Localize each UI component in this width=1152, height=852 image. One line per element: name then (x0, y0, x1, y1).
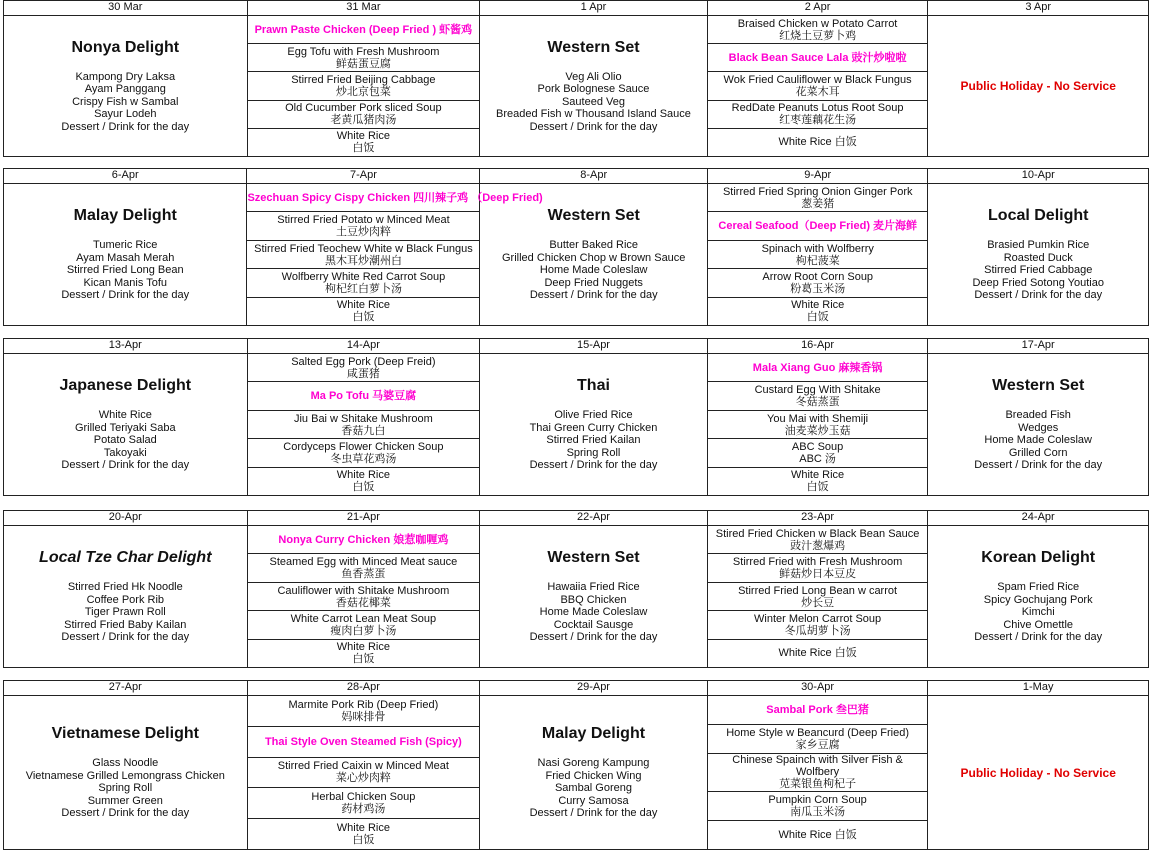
date-header: 6-Apr (4, 169, 246, 184)
dish-list (708, 526, 928, 667)
holiday-label: Public Holiday - No Service (960, 765, 1116, 780)
set-menu (4, 16, 247, 156)
dish-name: Cordyceps Flower Chicken Soup (283, 440, 444, 453)
set-item: Crispy Fish w Sambal (72, 95, 179, 108)
dish-list (248, 526, 480, 667)
dish-cell (708, 72, 928, 100)
set-item: Dessert / Drink for the day (61, 459, 190, 472)
set-item: Dessert / Drink for the day (61, 631, 190, 644)
dish-name: Stired Fried Chicken w Black Bean Sauce (715, 527, 920, 540)
dish-name-chinese: 白饭 (806, 311, 829, 324)
set-menu (480, 526, 707, 667)
day-column (480, 511, 708, 667)
dish-name: Old Cucumber Pork sliced Soup (285, 102, 442, 115)
dish-name: Salted Egg Pork (Deep Freid) (291, 355, 436, 368)
dish-cell (248, 16, 480, 44)
set-item: Pork Bolognese Sauce (537, 83, 650, 96)
set-menu (928, 354, 1148, 495)
dish-name-chinese: 白饭 (352, 834, 375, 847)
dish-name-chinese: 白饭 (352, 311, 375, 324)
set-item: Potato Salad (93, 434, 157, 447)
dish-name-chinese: 香菇花椰菜 (335, 596, 391, 609)
dish-name-chinese: 冬虫草花鸡汤 (330, 452, 397, 465)
set-item: Stirred Fried Kailan (546, 434, 641, 447)
date-header: 7-Apr (247, 169, 479, 184)
set-title: Western Set (992, 377, 1085, 395)
dish-name: Sambal Pork 叁巴猪 (766, 704, 869, 717)
dish-name: Stirred Fried Caixin w Minced Meat (277, 760, 449, 773)
set-item: Brasied Pumkin Rice (987, 239, 1090, 252)
set-item: Veg Ali Olio (565, 70, 622, 83)
date-header: 31 Mar (248, 1, 480, 16)
dish-name-chinese: 葱姜猪 (801, 197, 835, 210)
dish-list (248, 354, 480, 495)
set-item: Grilled Chicken Chop w Brown Sauce (502, 251, 686, 264)
dish-name: Cauliflower with Shitake Mushroom (277, 584, 450, 597)
set-item: Sauteed Veg (561, 95, 625, 108)
set-item: Nasi Goreng Kampung (537, 757, 650, 770)
dish-name: You Mai with Shemiji (767, 412, 869, 425)
dish-cell (248, 129, 480, 156)
dish-name: Spinach with Wolfberry (761, 242, 874, 255)
day-column (708, 681, 929, 849)
dish-cell (248, 788, 480, 819)
dish-name-chinese: 老黄瓜猪肉汤 (330, 114, 397, 127)
dish-name: Stirred Fried with Fresh Mushroom (732, 556, 903, 569)
dish-cell (248, 382, 480, 410)
dish-cell (248, 696, 480, 727)
date-header: 22-Apr (480, 511, 707, 526)
dish-name-chinese: 南瓜玉米汤 (790, 805, 846, 818)
dish-name-chinese: 鱼香蒸蛋 (341, 568, 386, 581)
date-header: 28-Apr (248, 681, 480, 696)
dish-name: RedDate Peanuts Lotus Root Soup (731, 102, 904, 115)
set-menu (4, 354, 247, 495)
dish-name: White Rice (790, 469, 845, 482)
dish-cell (708, 269, 928, 297)
set-title: Japanese Delight (59, 377, 192, 395)
set-title: Vietnamese Delight (51, 725, 199, 743)
day-column (4, 681, 248, 849)
dish-name-chinese: 炒长豆 (801, 596, 835, 609)
dish-name: Braised Chicken w Potato Carrot (737, 17, 898, 30)
set-menu (480, 696, 707, 849)
dish-cell (708, 468, 928, 495)
date-header: 2 Apr (708, 1, 928, 16)
set-menu (928, 526, 1148, 667)
set-item: Butter Baked Rice (549, 239, 639, 252)
set-title: Western Set (547, 549, 640, 567)
dish-name: Cereal Seafood（Deep Fried) 麦片海鲜 (718, 220, 918, 233)
set-item: Sayur Lodeh (94, 108, 157, 121)
holiday-notice (928, 696, 1148, 849)
dish-name: Custard Egg With Shitake (754, 384, 881, 397)
set-item: Grilled Corn (1008, 446, 1068, 459)
dish-cell (708, 554, 928, 582)
dish-cell (708, 411, 928, 439)
dish-name: Jiu Bai w Shitake Mushroom (293, 412, 433, 425)
dish-cell (248, 72, 480, 100)
dish-name-chinese: 鲜菇炒日本豆皮 (779, 568, 857, 581)
dish-name: Prawn Paste Chicken (Deep Fried ) 虾酱鸡 (254, 23, 473, 36)
set-item: Fried Chicken Wing (545, 769, 642, 782)
set-item: Deep Fried Sotong Youtiao (972, 276, 1104, 289)
day-column (4, 511, 248, 667)
set-menu (480, 184, 707, 325)
set-item: Cocktail Sausge (553, 618, 634, 631)
set-item: Spring Roll (98, 782, 153, 795)
date-header: 1 Apr (480, 1, 707, 16)
dish-name: Stirred Fried Potato w Minced Meat (277, 214, 450, 227)
day-column (248, 511, 481, 667)
date-header: 30-Apr (708, 681, 928, 696)
dish-name: Nonya Curry Chicken 娘惹咖喱鸡 (278, 533, 449, 546)
dish-name-chinese: 白饭 (352, 481, 375, 494)
dish-cell (248, 640, 480, 667)
dish-name: Pumpkin Corn Soup (768, 793, 867, 806)
date-header: 14-Apr (248, 339, 480, 354)
set-item: Olive Fried Rice (554, 409, 633, 422)
date-header: 29-Apr (480, 681, 707, 696)
dish-name: Stirred Fried Beijing Cabbage (291, 74, 436, 86)
week-row (3, 338, 1149, 496)
dish-name-chinese: 咸蛋猪 (346, 367, 380, 380)
set-item: Wedges (1018, 421, 1059, 434)
dish-name-chinese: 红烧土豆萝卜鸡 (779, 29, 857, 42)
dish-cell (708, 611, 928, 639)
set-title: Malay Delight (541, 725, 646, 743)
dish-name: White Rice (336, 641, 390, 654)
day-column (480, 169, 708, 325)
dish-name: White Rice (336, 469, 390, 482)
set-item: Dessert / Drink for the day (974, 459, 1103, 472)
dish-name-chinese: 红枣莲藕花生汤 (779, 114, 857, 127)
set-item: Takoyaki (103, 446, 147, 459)
dish-cell (247, 298, 479, 325)
dish-name: Stirred Fried Teochew White w Black Fungus (254, 242, 473, 255)
dish-cell (708, 184, 928, 212)
set-item: Spring Roll (566, 446, 621, 459)
set-title: Nonya Delight (71, 38, 180, 56)
dish-name: White Rice 白饭 (778, 647, 857, 660)
dish-name: Winter Melon Carrot Soup (754, 612, 882, 625)
set-item: Curry Samosa (558, 794, 629, 807)
set-item: Thai Green Curry Chicken (529, 421, 658, 434)
date-header: 13-Apr (4, 339, 247, 354)
dish-name: Marmite Pork Rib (Deep Fried) (288, 698, 439, 711)
set-menu (928, 184, 1148, 325)
dish-list (708, 696, 928, 849)
dish-cell (248, 439, 480, 467)
date-header: 21-Apr (248, 511, 480, 526)
set-item: Dessert / Drink for the day (529, 631, 658, 644)
set-item: Dessert / Drink for the day (529, 459, 658, 472)
set-item: Tumeric Rice (93, 239, 158, 252)
dish-name-chinese: 瘦肉白萝卜汤 (330, 624, 397, 637)
dish-name: Mala Xiang Guo 麻辣香锅 (752, 361, 883, 374)
dish-name: White Rice (791, 299, 845, 312)
dish-name-chinese: 香菇九白 (341, 424, 386, 437)
week-row (3, 680, 1149, 850)
set-item: Deep Fried Nuggets (544, 276, 643, 289)
set-item: BBQ Chicken (560, 593, 627, 606)
day-column (4, 169, 247, 325)
day-column (4, 339, 248, 495)
day-column (928, 1, 1148, 156)
set-item: Dessert / Drink for the day (529, 289, 658, 302)
dish-name-chinese: 冬瓜胡萝卜汤 (784, 624, 851, 637)
day-column (928, 681, 1148, 849)
set-title: Thai (577, 377, 610, 395)
set-item: Home Made Coleslaw (984, 434, 1092, 447)
day-column (928, 339, 1148, 495)
dish-cell (708, 212, 928, 240)
week-row (3, 510, 1149, 668)
dish-cell (708, 696, 928, 725)
dish-name: Herbal Chicken Soup (311, 791, 416, 804)
date-header: 10-Apr (928, 169, 1148, 184)
dish-name-chinese: 白饭 (806, 481, 829, 494)
dish-name-chinese: 家乡豆腐 (795, 739, 840, 752)
day-column (480, 339, 708, 495)
dish-name-chinese: 豉汁葱爆鸡 (790, 539, 846, 552)
dish-cell (247, 241, 479, 269)
set-item: Ayam Masah Merah (76, 251, 175, 264)
day-column (248, 1, 481, 156)
dish-name-chinese: 粉葛玉米汤 (790, 282, 846, 295)
dish-name-chinese: 黑木耳炒潮州白 (324, 254, 402, 267)
set-item: Dessert / Drink for the day (61, 120, 190, 133)
dish-cell (708, 725, 928, 754)
set-item: Glass Noodle (92, 757, 159, 770)
dish-cell (708, 754, 928, 792)
set-item: White Rice (98, 409, 152, 422)
dish-name: Black Bean Sauce Lala 豉汁炒啦啦 (728, 51, 907, 64)
dish-name: White Rice (336, 299, 391, 312)
set-item: Home Made Coleslaw (539, 264, 648, 277)
set-title: Korean Delight (981, 549, 1096, 567)
set-item: Dessert / Drink for the day (61, 289, 190, 302)
dish-name-chinese: 花菜木耳 (795, 86, 840, 98)
set-item: Home Made Coleslaw (539, 606, 648, 619)
date-header: 17-Apr (928, 339, 1148, 354)
dish-name-chinese: 土豆炒肉粹 (335, 226, 391, 239)
dish-cell (248, 819, 480, 849)
dish-cell (708, 129, 928, 156)
dish-name-chinese: ABC 汤 (799, 452, 836, 465)
dish-name-chinese: 冬菇蒸蛋 (795, 396, 840, 409)
set-item: Dessert / Drink for the day (529, 807, 658, 820)
set-menu (480, 16, 707, 156)
dish-name: White Rice 白饭 (778, 136, 857, 149)
set-menu (4, 526, 247, 667)
set-item: Dessert / Drink for the day (529, 120, 658, 133)
dish-name: White Rice 白饭 (778, 828, 857, 841)
week-row (3, 0, 1149, 157)
dish-name: Ma Po Tofu 马婆豆腐 (310, 390, 417, 403)
set-item: Stirred Fried Cabbage (984, 264, 1093, 277)
dish-name: Thai Style Oven Steamed Fish (Spicy) (264, 735, 462, 748)
day-column (708, 511, 929, 667)
day-column (928, 169, 1148, 325)
date-header: 20-Apr (4, 511, 247, 526)
day-column (928, 511, 1148, 667)
dish-name: Stirred Fried Spring Onion Ginger Pork (722, 185, 913, 198)
dish-name: ABC Soup (791, 440, 844, 453)
holiday-label: Public Holiday - No Service (960, 79, 1116, 93)
set-item: Kican Manis Tofu (83, 276, 168, 289)
dish-name-chinese: 鲜菇蛋豆腐 (335, 57, 391, 70)
set-item: Grilled Teriyaki Saba (74, 421, 176, 434)
dish-name: Stirred Fried Long Bean w carrot (738, 584, 898, 597)
set-item: Kampong Dry Laksa (75, 70, 176, 83)
set-item: Spicy Gochujang Pork (983, 593, 1093, 606)
set-item: Stirred Fried Long Bean (66, 264, 184, 277)
day-column (480, 1, 708, 156)
dish-name-chinese: 菜心炒肉粹 (335, 772, 391, 785)
dish-cell (248, 727, 480, 758)
set-item: Breaded Fish (1005, 409, 1071, 422)
dish-cell (248, 354, 480, 382)
dish-name: Egg Tofu with Fresh Mushroom (287, 45, 440, 58)
dish-cell (708, 44, 928, 72)
week-row (3, 168, 1149, 326)
day-column (480, 681, 708, 849)
set-item: Coffee Pork Rib (86, 593, 165, 606)
set-item: Dessert / Drink for the day (974, 631, 1103, 644)
dish-name-chinese: 白饭 (352, 142, 375, 155)
dish-cell (248, 44, 480, 72)
day-column (708, 169, 929, 325)
set-menu (4, 184, 246, 325)
set-item: Tiger Prawn Roll (84, 606, 166, 619)
set-item: Stirred Fried Hk Noodle (67, 581, 183, 594)
dish-list (248, 16, 480, 156)
set-item: Roasted Duck (1003, 251, 1073, 264)
date-header: 16-Apr (708, 339, 928, 354)
dish-cell (708, 382, 928, 410)
dish-cell (708, 241, 928, 269)
dish-cell (708, 101, 928, 129)
day-column (248, 339, 481, 495)
set-item: Summer Green (87, 794, 163, 807)
date-header: 9-Apr (708, 169, 928, 184)
dish-cell (708, 16, 928, 44)
dish-cell (708, 821, 928, 849)
date-header: 15-Apr (480, 339, 707, 354)
set-item: Sambal Goreng (554, 782, 632, 795)
dish-name-chinese: 炒北京包菜 (335, 86, 391, 98)
dish-list (708, 354, 928, 495)
dish-cell (248, 554, 480, 582)
dish-cell (248, 526, 480, 554)
day-column (247, 169, 543, 325)
set-menu (4, 696, 247, 849)
holiday-notice (928, 16, 1148, 156)
set-title: Local Tze Char Delight (39, 549, 212, 567)
dish-name: Wok Fried Cauliflower w Black Fungus (723, 74, 912, 86)
set-item: Vietnamese Grilled Lemongrass Chicken (25, 769, 225, 782)
dish-list (247, 184, 543, 325)
dish-cell (248, 101, 480, 129)
date-header: 24-Apr (928, 511, 1148, 526)
dish-name: Arrow Root Corn Soup (762, 270, 874, 283)
date-header: 1-May (928, 681, 1148, 696)
dish-name: Steamed Egg with Minced Meat sauce (269, 556, 458, 569)
dish-name-chinese: 枸杞红白萝卜汤 (324, 282, 402, 295)
set-item: Hawaiia Fried Rice (547, 581, 640, 594)
set-item: Kimchi (1021, 606, 1055, 619)
set-item: Stirred Fried Baby Kailan (64, 618, 187, 631)
dish-cell (708, 298, 928, 325)
dish-cell (248, 758, 480, 789)
dish-cell (248, 583, 480, 611)
dish-name: White Rice (336, 130, 390, 143)
dish-name: Chinese Spainch with Silver Fish & Wolfbery (732, 754, 903, 779)
dish-cell (708, 583, 928, 611)
date-header: 3 Apr (928, 1, 1148, 16)
dish-cell (708, 640, 928, 667)
set-item: Spam Fried Rice (997, 581, 1080, 594)
dish-name: Wolfberry White Red Carrot Soup (281, 270, 446, 283)
set-title: Local Delight (988, 207, 1089, 225)
date-header: 23-Apr (708, 511, 928, 526)
set-item: Ayam Panggang (84, 83, 166, 96)
dish-list (248, 696, 480, 849)
dish-list (708, 184, 928, 325)
set-title: Western Set (547, 207, 640, 225)
day-column (248, 681, 481, 849)
set-item: Chive Omettle (1003, 618, 1074, 631)
dish-name-chinese: 枸杞菠菜 (795, 254, 840, 267)
dish-cell (247, 269, 479, 297)
dish-cell (708, 354, 928, 382)
date-header: 27-Apr (4, 681, 247, 696)
set-item: Breaded Fish w Thousand Island Sauce (496, 108, 691, 121)
set-title: Western Set (547, 38, 640, 56)
dish-name-chinese: 药材鸡汤 (341, 803, 386, 816)
dish-cell (708, 792, 928, 821)
set-item: Dessert / Drink for the day (61, 807, 190, 820)
dish-name-chinese: 苋菜银鱼枸杞子 (779, 778, 857, 791)
date-header: 8-Apr (480, 169, 707, 184)
dish-cell (248, 411, 480, 439)
day-column (708, 339, 929, 495)
dish-cell (247, 212, 479, 240)
day-column (708, 1, 929, 156)
dish-list (708, 16, 928, 156)
day-column (4, 1, 248, 156)
dish-cell (247, 184, 543, 212)
dish-name-chinese: 白饭 (352, 653, 375, 666)
dish-name: Szechuan Spicy Cispy Chicken 四川辣子鸡 （Deep Fried) (247, 191, 543, 204)
dish-cell (708, 439, 928, 467)
dish-name: White Rice (336, 822, 390, 835)
set-title: Malay Delight (73, 207, 177, 225)
dish-cell (248, 611, 480, 639)
set-menu (480, 354, 707, 495)
dish-cell (248, 468, 480, 495)
dish-cell (708, 526, 928, 554)
dish-name: White Carrot Lean Meat Soup (290, 612, 437, 625)
dish-name: Home Style w Beancurd (Deep Fried) (726, 727, 909, 740)
dish-name-chinese: 油麦菜炒玉菇 (784, 424, 851, 437)
dish-name-chinese: 妈咪排骨 (341, 710, 386, 723)
date-header: 30 Mar (4, 1, 247, 16)
set-item: Dessert / Drink for the day (974, 289, 1103, 302)
